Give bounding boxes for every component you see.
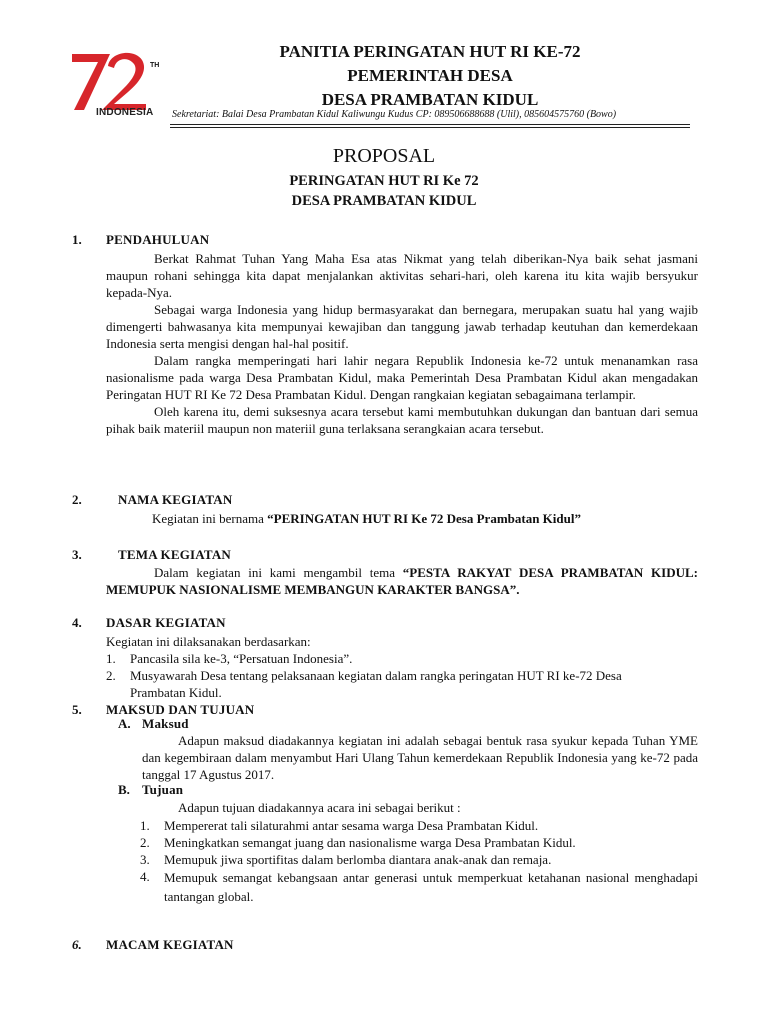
header-line-1: PANITIA PERINGATAN HUT RI KE-72 bbox=[279, 42, 581, 61]
document-title: PROPOSAL bbox=[332, 145, 436, 167]
section-1-number: 1. bbox=[72, 232, 82, 247]
paragraph-text: Dalam rangka memperingati hari lahir negara Republik Indonesia ke-72 untuk menanamkan rasa nasionalisme pada warga Desa Prambatan Kidul, maka Pemerintah Desa Prambatan Kidul akan mengadakan Peringatan HUT RI Ke 72 Desa Prambatan Kidul. Dengan rangkaian kegiatan sebagaimana terlampir. bbox=[106, 353, 698, 402]
list-item-text: Memupuk semangat kebangsaan antar generasi untuk memperkuat ketahanan nasional menghadapi tantangan global. bbox=[164, 870, 698, 904]
header-rule-2 bbox=[170, 127, 690, 128]
subsection-a-body bbox=[142, 732, 698, 783]
event-theme: “PESTA RAKYAT DESA PRAMBATAN KIDUL: MEMUPUK NASIONALISME MEMBANGUN KARAKTER BANGSA”. bbox=[106, 565, 698, 597]
header-rule-1 bbox=[170, 124, 690, 125]
list-item-number: 1. bbox=[106, 651, 116, 666]
hut-72-logo bbox=[62, 44, 172, 126]
list-item-number: 4. bbox=[140, 869, 150, 884]
paragraph-text: Adapun maksud diadakannya kegiatan ini adalah sebagai bentuk rasa syukur kepada Tuhan YME dan kegembiraan dalam menyambut Hari Ulang Tahun kemerdekaan Republik Indonesia yang ke-72 pada tanggal 17 Agustus 2017. bbox=[142, 733, 698, 782]
paragraph-text: Oleh karena itu, demi suksesnya acara tersebut kami membutuhkan dukungan dan bantuan dari semua pihak baik materiil maupun non materiil guna terlaksana serangkaian acara tersebut. bbox=[106, 404, 698, 436]
list-item-text: Mempererat tali silaturahmi antar sesama warga Desa Prambatan Kidul. bbox=[164, 818, 539, 833]
event-name: “PERINGATAN HUT RI Ke 72 Desa Prambatan Kidul” bbox=[267, 511, 581, 526]
section-4-number: 4. bbox=[72, 615, 82, 630]
header-line-2: PEMERINTAH DESA bbox=[347, 66, 513, 85]
section-3-number: 3. bbox=[72, 547, 82, 562]
section-2-text: Kegiatan ini bernama bbox=[152, 511, 268, 526]
paragraph bbox=[106, 250, 698, 301]
paragraph-text: Berkat Rahmat Tuhan Yang Maha Esa atas Nikmat yang telah diberikan-Nya baik sehat jasmani maupun rohani sehingga kita dapat menjalankan aktivitas sehari-hari, oleh karena itu kita wajib bersyukur kepada-Nya. bbox=[106, 251, 698, 300]
section-6-number: 6. bbox=[72, 937, 82, 952]
subsection-b-intro: Adapun tujuan diadakannya acara ini sebagai berikut : bbox=[178, 800, 461, 815]
document-subtitle-2: DESA PRAMBATAN KIDUL bbox=[291, 193, 477, 209]
section-5-number: 5. bbox=[72, 702, 82, 717]
section-1-heading: PENDAHULUAN bbox=[106, 232, 210, 247]
section-3-text: Dalam kegiatan ini kami mengambil tema bbox=[154, 565, 403, 580]
section-2-heading: NAMA KEGIATAN bbox=[118, 492, 233, 507]
header-line-3: DESA PRAMBATAN KIDUL bbox=[321, 90, 539, 109]
subsection-b-heading: Tujuan bbox=[142, 782, 184, 797]
paragraph-text: Sebagai warga Indonesia yang hidup bermasyarakat dan bernegara, merupakan suatu hal yang wajib dimengerti bahwasanya kita mempunyai kewajiban dan tanggung jawab terhadap keutuhan dan kemerdekaan Indonesia serta mengisi dengan hal-hal positif. bbox=[106, 302, 698, 351]
list-item-number: 1. bbox=[140, 818, 150, 833]
subsection-a-label: A. bbox=[118, 716, 131, 731]
list-item-number: 2. bbox=[140, 835, 150, 850]
section-4-heading: DASAR KEGIATAN bbox=[106, 615, 226, 630]
section-6-heading: MACAM KEGIATAN bbox=[106, 937, 234, 952]
logo-superscript: TH bbox=[150, 62, 160, 69]
list-item-number: 2. bbox=[106, 668, 116, 683]
list-item-text: Memupuk jiwa sportifitas dalam berlomba diantara anak-anak dan remaja. bbox=[164, 852, 552, 867]
section-2-number: 2. bbox=[72, 492, 82, 507]
logo-text: INDONESIA bbox=[96, 107, 154, 118]
subsection-a-heading: Maksud bbox=[142, 716, 189, 731]
paragraph bbox=[106, 301, 698, 352]
secretariat-line: Sekretariat: Balai Desa Prambatan Kidul Kaliwungu Kudus CP: 089506688688 (Ulil), 085604575760 (Bowo) bbox=[172, 109, 617, 120]
list-item-number: 3. bbox=[140, 852, 150, 867]
section-5-heading: MAKSUD DAN TUJUAN bbox=[106, 702, 255, 717]
document-subtitle-1: PERINGATAN HUT RI Ke 72 bbox=[289, 173, 479, 189]
list-item-text: Musyawarah Desa tentang pelaksanaan kegiatan dalam rangka peringatan HUT RI ke-72 Desa Prambatan Kidul. bbox=[130, 668, 622, 700]
section-3-heading: TEMA KEGIATAN bbox=[118, 547, 231, 562]
paragraph bbox=[106, 403, 698, 437]
section-1-body bbox=[106, 250, 698, 437]
list-item-text: Meningkatkan semangat juang dan nasionalisme warga Desa Prambatan Kidul. bbox=[164, 835, 576, 850]
paragraph bbox=[106, 352, 698, 403]
subsection-b-label: B. bbox=[118, 782, 130, 797]
section-4-intro: Kegiatan ini dilaksanakan berdasarkan: bbox=[106, 634, 311, 649]
list-item-text: Pancasila sila ke-3, “Persatuan Indonesia”. bbox=[130, 651, 353, 666]
section-2-body bbox=[152, 510, 581, 527]
section-3-body bbox=[106, 564, 698, 598]
